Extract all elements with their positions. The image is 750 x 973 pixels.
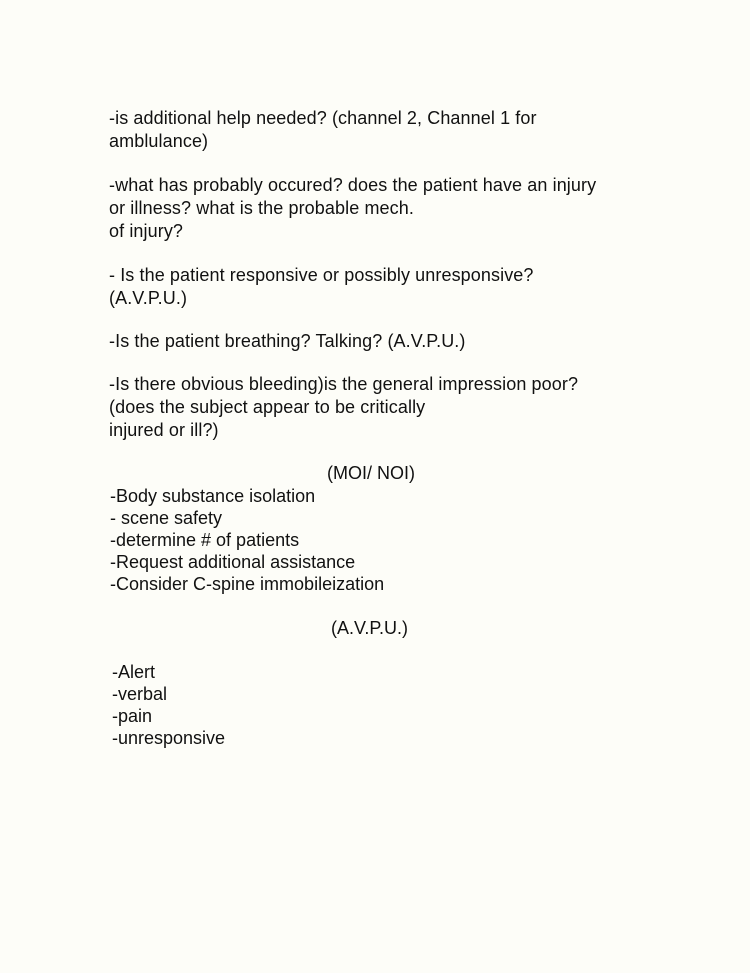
question-line: - Is the patient responsive or possibly unresponsive? bbox=[109, 265, 534, 285]
moi-checklist bbox=[110, 485, 384, 595]
list-item: - scene safety bbox=[110, 508, 223, 528]
avpu-list bbox=[112, 661, 225, 749]
list-item: -unresponsive bbox=[112, 728, 226, 748]
list-item: -Request additional assistance bbox=[110, 552, 356, 572]
question-line: (does the subject appear to be critically bbox=[109, 397, 426, 417]
question-responsive bbox=[109, 264, 669, 310]
list-item: -determine # of patients bbox=[110, 530, 300, 550]
avpu-heading: (A.V.P.U.) bbox=[331, 618, 409, 638]
question-line: -is additional help needed? (channel 2, Channel 1 for bbox=[109, 108, 537, 128]
question-line: -what has probably occured? does the patient have an injury bbox=[109, 175, 597, 195]
question-line: or illness? what is the probable mech. bbox=[109, 198, 414, 218]
moi-noi-heading: (MOI/ NOI) bbox=[327, 463, 415, 483]
question-line: amblulance) bbox=[109, 131, 209, 151]
question-breathing bbox=[109, 330, 669, 353]
question-bleeding bbox=[109, 373, 669, 442]
question-line: injured or ill?) bbox=[109, 420, 219, 440]
question-additional-help bbox=[109, 107, 669, 153]
question-mechanism-of-injury bbox=[109, 174, 669, 243]
question-line: (A.V.P.U.) bbox=[109, 288, 188, 308]
list-item: -verbal bbox=[112, 684, 168, 704]
question-line: of injury? bbox=[109, 221, 184, 241]
list-item: -Body substance isolation bbox=[110, 486, 316, 506]
question-line: -Is there obvious bleeding)is the general impression poor? bbox=[109, 374, 579, 394]
question-line: -Is the patient breathing? Talking? (A.V.P.U.) bbox=[109, 331, 466, 351]
list-item: -Consider C-spine immobileization bbox=[110, 574, 385, 594]
list-item: -Alert bbox=[112, 662, 156, 682]
list-item: -pain bbox=[112, 706, 153, 726]
